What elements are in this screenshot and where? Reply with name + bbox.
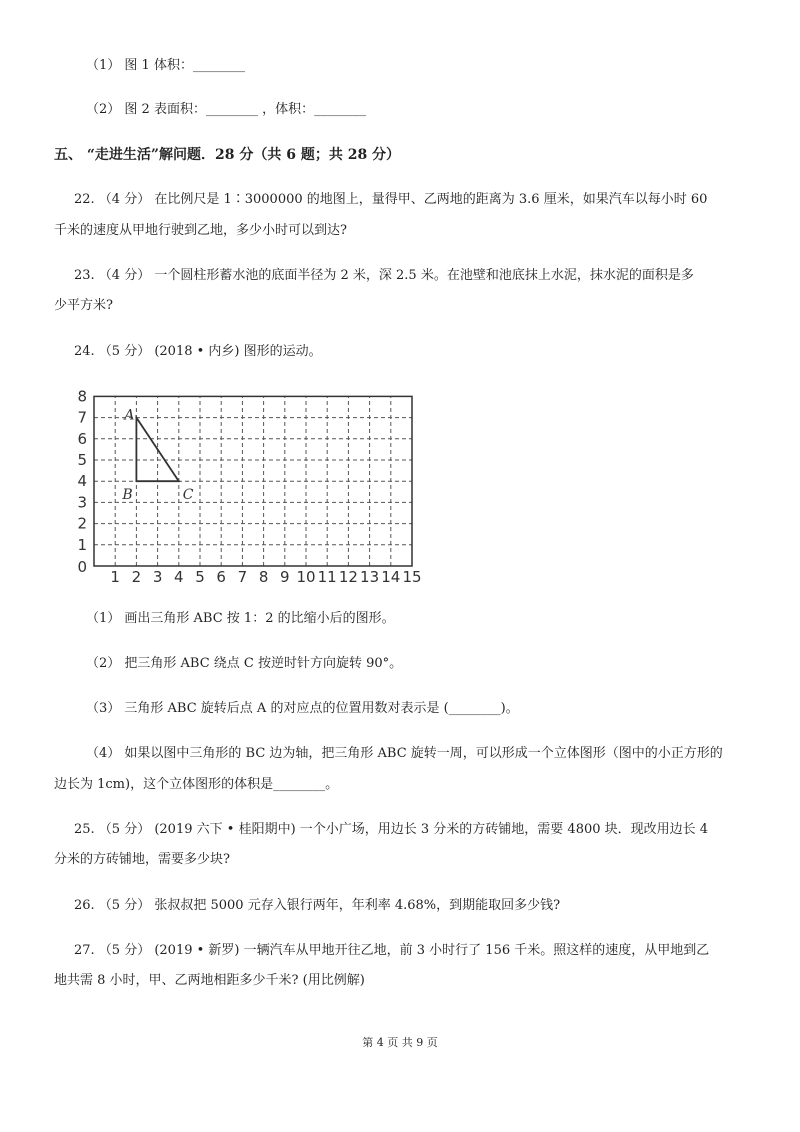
y-tick-label: 2 bbox=[77, 514, 87, 533]
point-label-a: A bbox=[124, 407, 135, 424]
question-23-line-2: 少平方米? bbox=[54, 298, 113, 313]
question-24-part-3: （3） 三角形 ABC 旋转后点 A 的对应点的位置用数对表示是 (________)。 bbox=[86, 701, 519, 716]
question-27-line-1: 27. （5 分） (2019 • 新罗) 一辆汽车从甲地开往乙地，前 3 小时行了 156 千米。照这样的速度，从甲地到乙 bbox=[74, 943, 710, 958]
section-heading: 五、 “走进生活”解问题．28 分（共 6 题；共 28 分） bbox=[54, 147, 401, 163]
x-tick-label: 1 bbox=[110, 568, 120, 586]
question-26: 26. （5 分） 张叔叔把 5000 元存入银行两年，年利率 4.68%，到期能取回多少钱? bbox=[74, 898, 561, 913]
x-tick-label: 8 bbox=[258, 568, 269, 586]
x-tick-label: 15 bbox=[402, 568, 422, 586]
x-tick-label: 12 bbox=[338, 568, 358, 586]
y-tick-label: 8 bbox=[77, 387, 87, 406]
question-22-line-2: 千米的速度从甲地行驶到乙地，多少小时可以到达? bbox=[54, 223, 347, 238]
question-27-line-2: 地共需 8 小时，甲、乙两地相距多少千米? (用比例解) bbox=[54, 973, 365, 988]
x-tick-label: 6 bbox=[216, 568, 226, 586]
q-part-2-surface-volume: （2） 图 2 表面积：________ ，体积：________ bbox=[86, 102, 367, 117]
question-23-line-1: 23. （4 分） 一个圆柱形蓄水池的底面半径为 2 米，深 2.5 米。在池壁和池底抹上水泥，抹水泥的面积是多 bbox=[74, 268, 694, 283]
x-tick-label: 2 bbox=[131, 568, 142, 586]
y-tick-label: 6 bbox=[77, 429, 87, 448]
y-tick-label: 3 bbox=[77, 493, 87, 512]
x-tick-label: 14 bbox=[381, 568, 401, 586]
x-tick-label: 9 bbox=[280, 568, 290, 586]
y-tick-label: 7 bbox=[77, 408, 87, 427]
grid-figure bbox=[74, 386, 434, 590]
question-25-line-1: 25. （5 分） (2019 六下 • 桂阳期中) 一个小广场，用边长 3 分米的方砖铺地，需要 4800 块．现改用边长 4 bbox=[74, 822, 709, 837]
y-tick-label: 4 bbox=[77, 472, 87, 491]
point-label-b: B bbox=[122, 487, 133, 504]
x-tick-label: 3 bbox=[152, 568, 163, 586]
question-22-line-1: 22. （4 分） 在比例尺是 1∶3000000 的地图上，量得甲、乙两地的距离为 3.6 厘米，如果汽车以每小时 60 bbox=[74, 192, 708, 207]
page-footer: 第 4 页 共 9 页 bbox=[362, 1036, 438, 1049]
question-24-part-1: （1） 画出三角形 ABC 按 1：2 的比缩小后的图形。 bbox=[86, 611, 395, 626]
point-label-c: C bbox=[182, 487, 194, 504]
origin-label: 0 bbox=[77, 558, 87, 576]
x-tick-label: 13 bbox=[360, 568, 380, 586]
x-tick-label: 5 bbox=[195, 568, 205, 586]
y-tick-label: 1 bbox=[77, 535, 87, 554]
x-tick-label: 4 bbox=[174, 568, 184, 586]
x-tick-label: 7 bbox=[237, 568, 248, 586]
question-25-line-2: 分米的方砖铺地，需要多少块? bbox=[54, 852, 230, 867]
question-24-part-4-line-1: （4） 如果以图中三角形的 BC 边为轴，把三角形 ABC 旋转一周，可以形成一个立体图形（图中的小正方形的 bbox=[86, 746, 723, 761]
x-tick-label: 10 bbox=[296, 568, 316, 586]
question-24-title: 24. （5 分） (2018 • 内乡) 图形的运动。 bbox=[74, 344, 322, 359]
question-24-part-2: （2） 把三角形 ABC 绕点 C 按逆时针方向旋转 90°。 bbox=[86, 656, 403, 671]
question-24-part-4-line-2: 边长为 1cm)，这个立体图形的体积是________。 bbox=[54, 777, 339, 792]
x-tick-label: 11 bbox=[317, 568, 337, 586]
q-part-1-volume: （1） 图 1 体积：________ bbox=[86, 58, 245, 73]
y-tick-label: 5 bbox=[77, 451, 87, 469]
